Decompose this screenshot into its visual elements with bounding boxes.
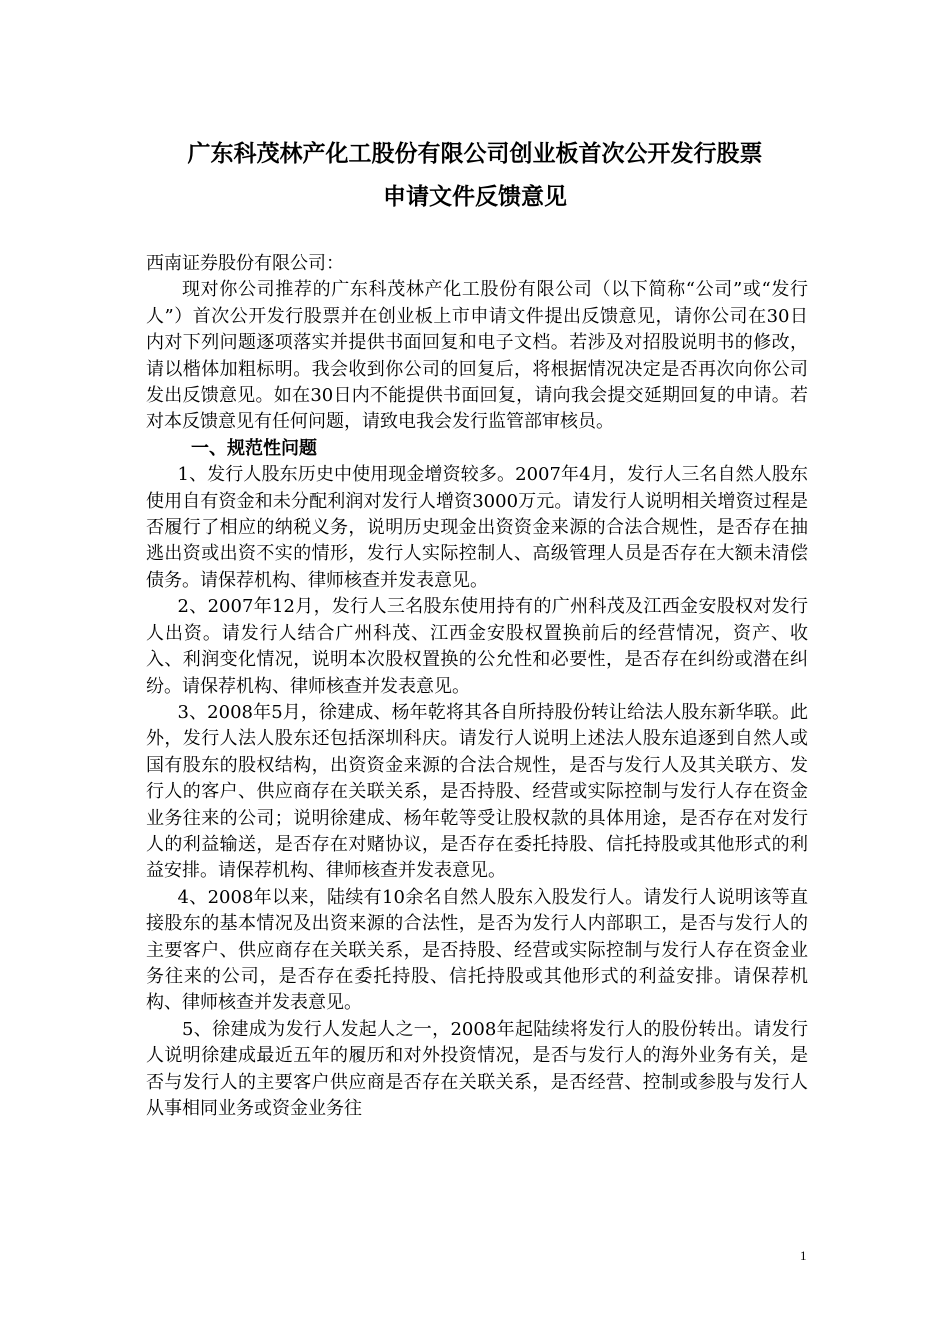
question-item-4: 4、2008年以来，陆续有10余名自然人股东入股发行人。请发行人说明该等直接股东的基本情况及出资来源的合法性，是否为发行人内部职工，是否与发行人的主要客户、供应商存在关联关系，是否持股、经营或实际控制与发行人存在资金业务往来的公司，是否存在委托持股、信托持股或其他形式的利益安排。请保荐机构、律师核查并发表意见。 <box>146 886 808 1014</box>
salutation: 西南证券股份有限公司： <box>146 253 344 274</box>
intro-paragraph: 现对你公司推荐的广东科茂林产化工股份有限公司（以下简称“公司”或“发行人”）首次公开发行股票并在创业板上市申请文件提出反馈意见，请你公司在30日内对下列问题逐项落实并提供书面回复和电子文档。若涉及对招股说明书的修改，请以楷体加粗标明。我会收到你公司的回复后，将根据情况决定是否再次向你公司发出反馈意见。如在30日内不能提供书面回复，请向我会提交延期回复的申请。若对本反馈意见有任何问题，请致电我会发行监管部审核员。 <box>146 279 808 433</box>
section-heading-normative-issues: 一、规范性问题 <box>191 437 317 459</box>
question-item-2: 2、2007年12月，发行人三名股东使用持有的广州科茂及江西金安股权对发行人出资。请发行人结合广州科茂、江西金安股权置换前后的经营情况，资产、收入、利润变化情况，说明本次股权置换的公允性和必要性，是否存在纠纷或潜在纠纷。请保荐机构、律师核查并发表意见。 <box>146 596 808 697</box>
page-number: 1 <box>800 1248 807 1263</box>
question-item-1: 1、发行人股东历史中使用现金增资较多。2007年4月，发行人三名自然人股东使用自有资金和未分配利润对发行人增资3000万元。请发行人说明相关增资过程是否履行了相应的纳税义务，说明历史现金出资资金来源的合法合规性，是否存在抽逃出资或出资不实的情形，发行人实际控制人、高级管理人员是否存在大额未清偿债务。请保荐机构、律师核查并发表意见。 <box>146 464 808 591</box>
question-item-3: 3、2008年5月，徐建成、杨年乾将其各自所持股份转让给法人股东新华联。此外，发行人法人股东还包括深圳科庆。请发行人说明上述法人股东追逐到自然人或国有股东的股权结构，出资资金来源的合法合规性，是否与发行人及其关联方、发行人的客户、供应商存在关联关系，是否持股、经营或实际控制与发行人存在资金业务往来的公司；说明徐建成、杨年乾等受让股权款的具体用途，是否存在对发行人的利益输送，是否存在对赌协议，是否存在委托持股、信托持股或其他形式的利益安排。请保荐机构、律师核查并发表意见。 <box>146 701 808 882</box>
document-title-line-1: 广东科茂林产化工股份有限公司创业板首次公开发行股票 <box>187 141 763 167</box>
document-body <box>146 251 808 1122</box>
question-item-5: 5、徐建成为发行人发起人之一，2008年起陆续将发行人的股份转出。请发行人说明徐建成最近五年的履历和对外投资情况，是否与发行人的海外业务有关，是否与发行人的主要客户供应商是否存在关联关系，是否经营、控制或参股与发行人从事相同业务或资金业务往 <box>146 1018 808 1119</box>
document-title-line-2: 申请文件反馈意见 <box>383 184 567 210</box>
